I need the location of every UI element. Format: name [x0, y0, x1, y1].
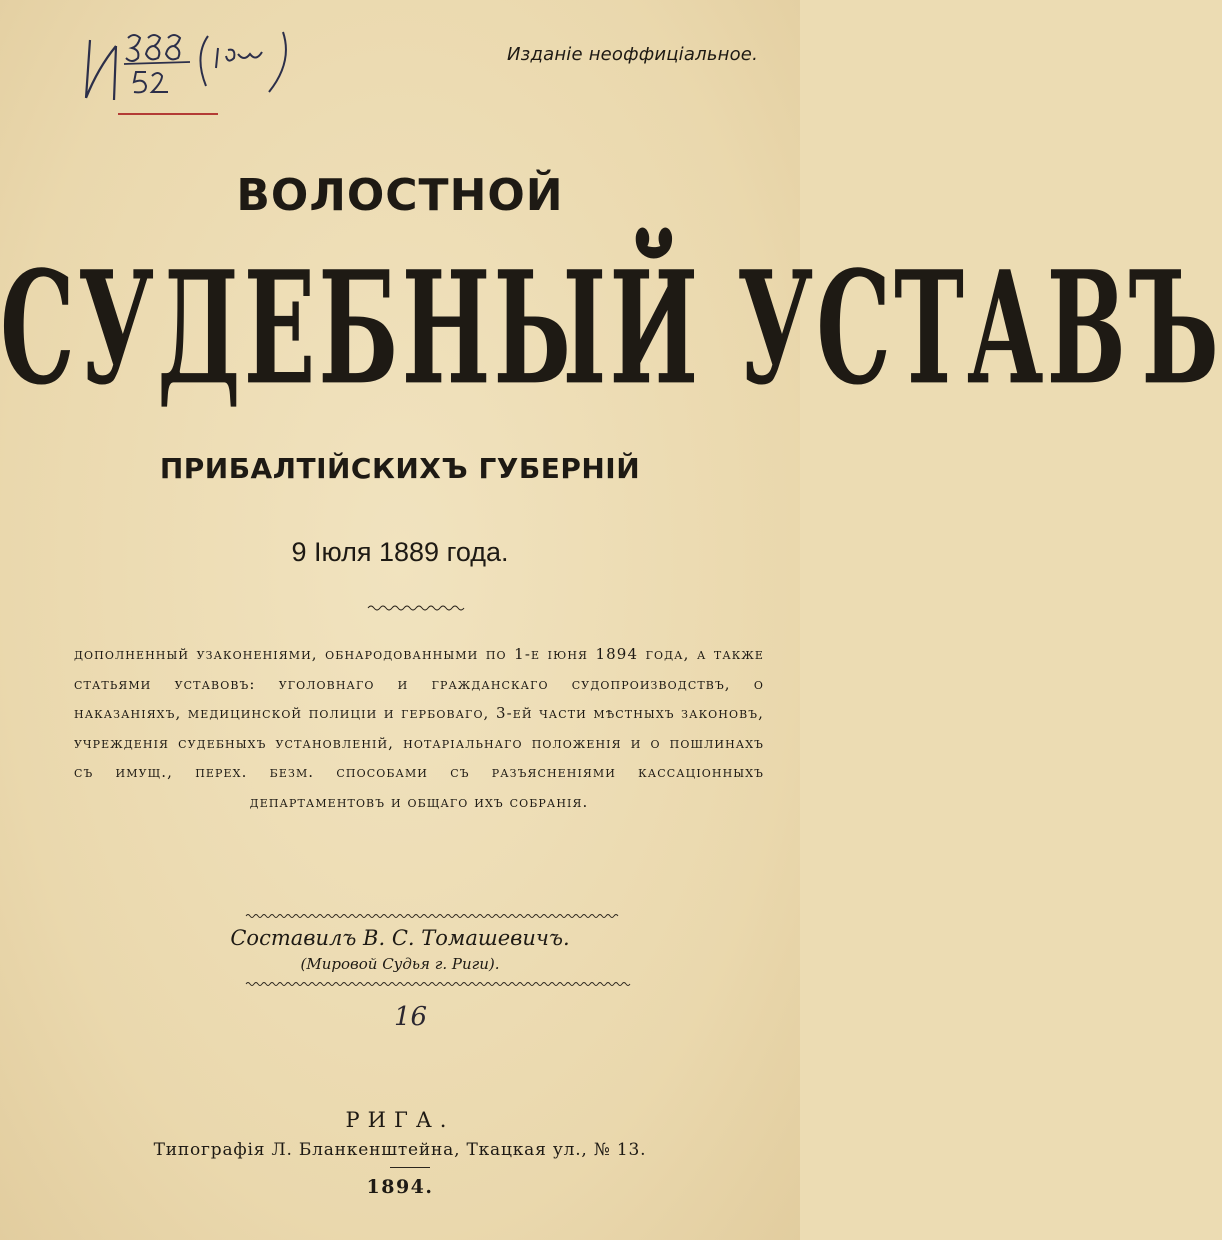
title-line-2: СУДЕБНЫЙ УСТАВЪ [0, 238, 1222, 421]
unofficial-edition-label: Изданіе неоффиціальное. [507, 44, 758, 65]
imprint-divider [390, 1167, 430, 1168]
imprint-printer: Типографія Л. Бланкенштейна, Ткацкая ул., № 13. [153, 1140, 647, 1160]
imprint-year: 1894. [366, 1176, 434, 1198]
ornamental-rule-bottom [246, 980, 596, 988]
imprint-city: РИГА. [345, 1108, 455, 1132]
compiler-role: (Мировой Судья г. Риги). [300, 955, 500, 973]
ornamental-rule-top [368, 603, 468, 613]
title-line-1: ВОЛОСТНОЙ [236, 170, 564, 221]
compiler-name: Составилъ В. С. Томашевичъ. [230, 926, 570, 950]
handwritten-shelfmark [78, 28, 308, 118]
description-text: дополненный узаконеніями, обнародованными по 1-е іюня 1894 года, а также статьями уставовъ: уголовнаго и гражданскаго судопроизводствъ, о наказаніяхъ, медицинской полиціи и гербоваго, 3-ей части мѣстныхъ законовъ, учрежденія судебныхъ установленій, нотаріальнаго положенія и о пошлинахъ съ имущ., перех. безм. способами съ разъясненіями кассаціонныхъ департаментовъ и общаго ихъ собранія. [74, 645, 764, 811]
title-line-3: ПРИБАЛТІЙСКИХЪ ГУБЕРНІЙ [159, 452, 641, 485]
handwritten-page-number: 16 [394, 1002, 428, 1032]
ornamental-rule-middle [246, 912, 596, 920]
edition-date: 9 Іюля 1889 года. [291, 537, 509, 567]
